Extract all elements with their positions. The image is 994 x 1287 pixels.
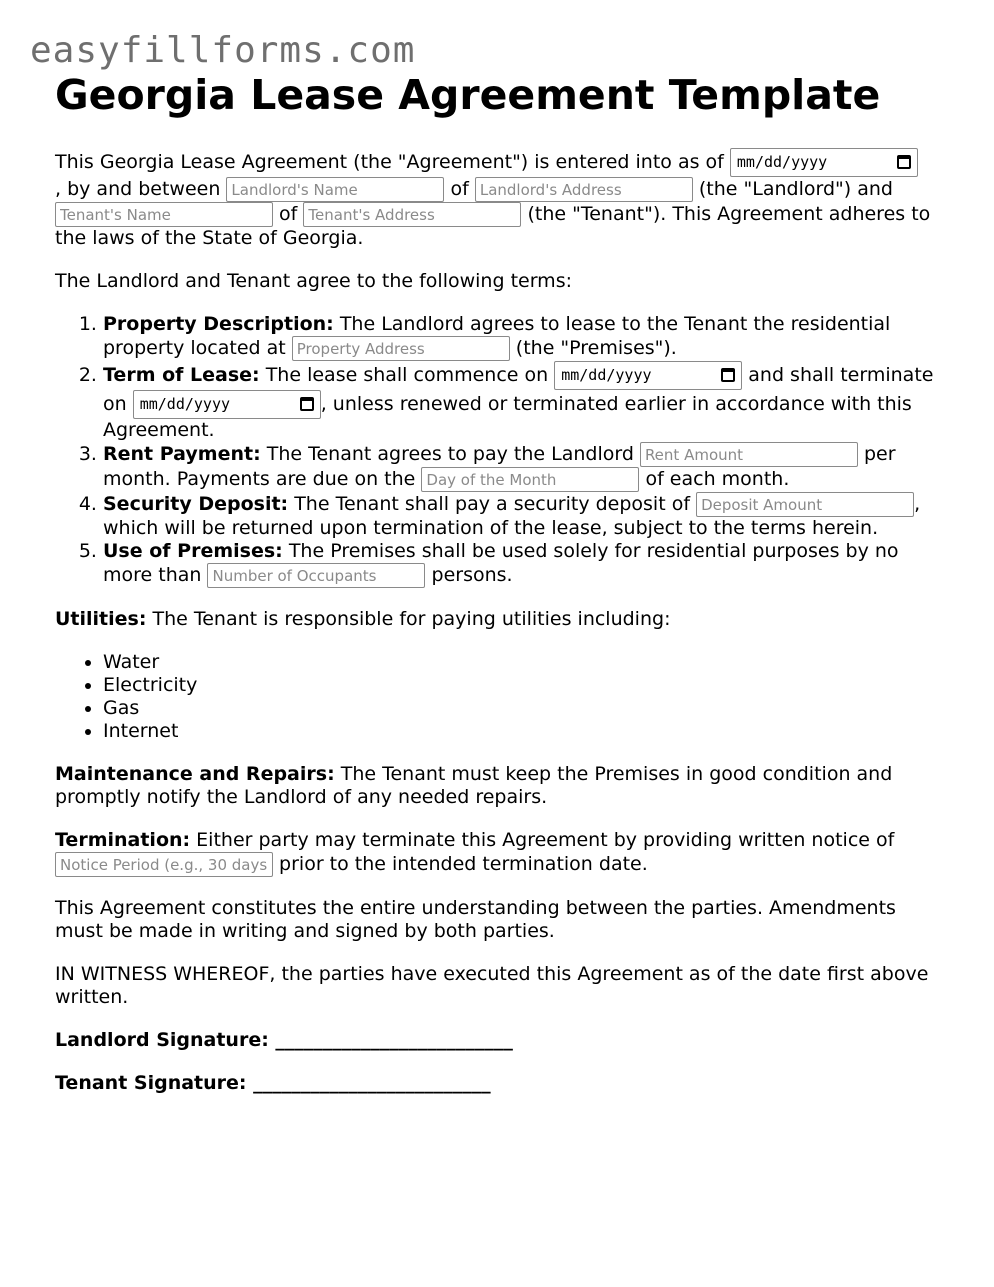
- date-format: mm/dd/yyyy: [139, 395, 231, 413]
- terms-list: [55, 313, 935, 588]
- calendar-icon[interactable]: [300, 397, 314, 411]
- list-item: • Internet: [103, 720, 935, 743]
- term-label: Term of Lease:: [103, 364, 260, 386]
- entire-agreement-paragraph: This Agreement constitutes the entire understanding between the parties. Amendments must be made in writing and signed by both parties.: [55, 897, 896, 942]
- calendar-icon[interactable]: [721, 368, 735, 382]
- term-text: The lease shall commence on: [265, 364, 549, 386]
- utilities-paragraph: [55, 608, 935, 631]
- term-label: Property Description:: [103, 313, 334, 335]
- notice-period-input[interactable]: [55, 852, 273, 877]
- term-security-deposit: [103, 492, 935, 540]
- witness-paragraph: IN WITNESS WHEREOF, the parties have executed this Agreement as of the date first above written.: [55, 963, 929, 1008]
- tenant-signature-line: Tenant Signature: _________________________: [55, 1072, 491, 1094]
- term-text: per month. Payments are due on the: [103, 443, 896, 490]
- termination-label: Termination:: [55, 829, 191, 851]
- property-address-input[interactable]: [292, 336, 510, 361]
- calendar-icon[interactable]: [897, 155, 911, 169]
- tenant-address-input[interactable]: [303, 202, 521, 227]
- maintenance-text: The Tenant must keep the Premises in good condition and promptly notify the Landlord of any needed repairs.: [55, 763, 893, 808]
- term-text: The Tenant agrees to pay the Landlord: [266, 443, 634, 465]
- rent-amount-input[interactable]: [640, 442, 858, 467]
- term-label: Rent Payment:: [103, 443, 261, 465]
- tenant-name-input[interactable]: [55, 202, 273, 227]
- intro-text-5: of: [279, 203, 298, 225]
- utilities-list: [55, 651, 935, 743]
- intro-text-4: (the "Landlord") and: [698, 178, 893, 200]
- term-use-of-premises: [103, 540, 935, 588]
- termination-paragraph: [55, 829, 935, 877]
- term-rent-payment: [103, 442, 935, 492]
- term-text: , unless renewed or terminated earlier in accordance with this Agreement.: [103, 393, 912, 441]
- list-item: • Water: [103, 651, 935, 674]
- term-text: (the "Premises").: [515, 337, 677, 359]
- landlord-address-input[interactable]: [475, 177, 693, 202]
- term-lease-term: [103, 361, 935, 442]
- lease-document: [55, 70, 935, 1095]
- landlord-signature-line: Landlord Signature: _________________________: [55, 1029, 513, 1051]
- document-title: Georgia Lease Agreement Template: [55, 71, 881, 119]
- intro-text-2: , by and between: [55, 178, 221, 200]
- utilities-text: The Tenant is responsible for paying utilities including:: [152, 608, 671, 630]
- term-text: The Premises shall be used solely for residential purposes by no more than: [103, 540, 899, 586]
- list-item: • Gas: [103, 697, 935, 720]
- term-text: The Landlord agrees to lease to the Tenant the residential property located at: [103, 313, 891, 359]
- intro-paragraph: [55, 148, 935, 250]
- term-text: persons.: [431, 564, 513, 586]
- maintenance-label: Maintenance and Repairs:: [55, 763, 335, 785]
- date-format: mm/dd/yyyy: [561, 366, 652, 384]
- terms-lead: The Landlord and Tenant agree to the following terms:: [55, 270, 572, 292]
- term-text: of each month.: [645, 468, 790, 490]
- utilities-label: Utilities:: [55, 608, 147, 630]
- list-item: • Electricity: [103, 674, 935, 697]
- term-text: , which will be returned upon termination of the lease, subject to the terms herein.: [103, 493, 921, 539]
- site-watermark: easyfillforms.com: [30, 30, 416, 71]
- date-format: mm/dd/yyyy: [736, 153, 828, 171]
- term-text: and shall terminate on: [103, 364, 934, 415]
- occupants-input[interactable]: [207, 563, 425, 588]
- landlord-name-input[interactable]: [226, 177, 444, 202]
- term-label: Use of Premises:: [103, 540, 283, 562]
- intro-text-3: of: [450, 178, 469, 200]
- termination-text-1: Either party may terminate this Agreement by providing written notice of: [196, 829, 895, 851]
- maintenance-paragraph: [55, 763, 935, 809]
- termination-text-2: prior to the intended termination date.: [279, 853, 648, 875]
- term-text: The Tenant shall pay a security deposit of: [294, 493, 691, 515]
- term-property-description: [103, 313, 935, 361]
- agreement-date-input[interactable]: [730, 148, 918, 177]
- rent-due-day-input[interactable]: [421, 467, 639, 492]
- terminate-date-input[interactable]: [133, 390, 321, 419]
- deposit-amount-input[interactable]: [696, 492, 914, 517]
- intro-text-6: (the "Tenant"). This Agreement adheres to the laws of the State of Georgia.: [55, 203, 931, 249]
- term-label: Security Deposit:: [103, 493, 289, 515]
- intro-text-1: This Georgia Lease Agreement (the "Agreement") is entered into as of: [55, 151, 724, 173]
- commence-date-input[interactable]: [554, 361, 742, 390]
